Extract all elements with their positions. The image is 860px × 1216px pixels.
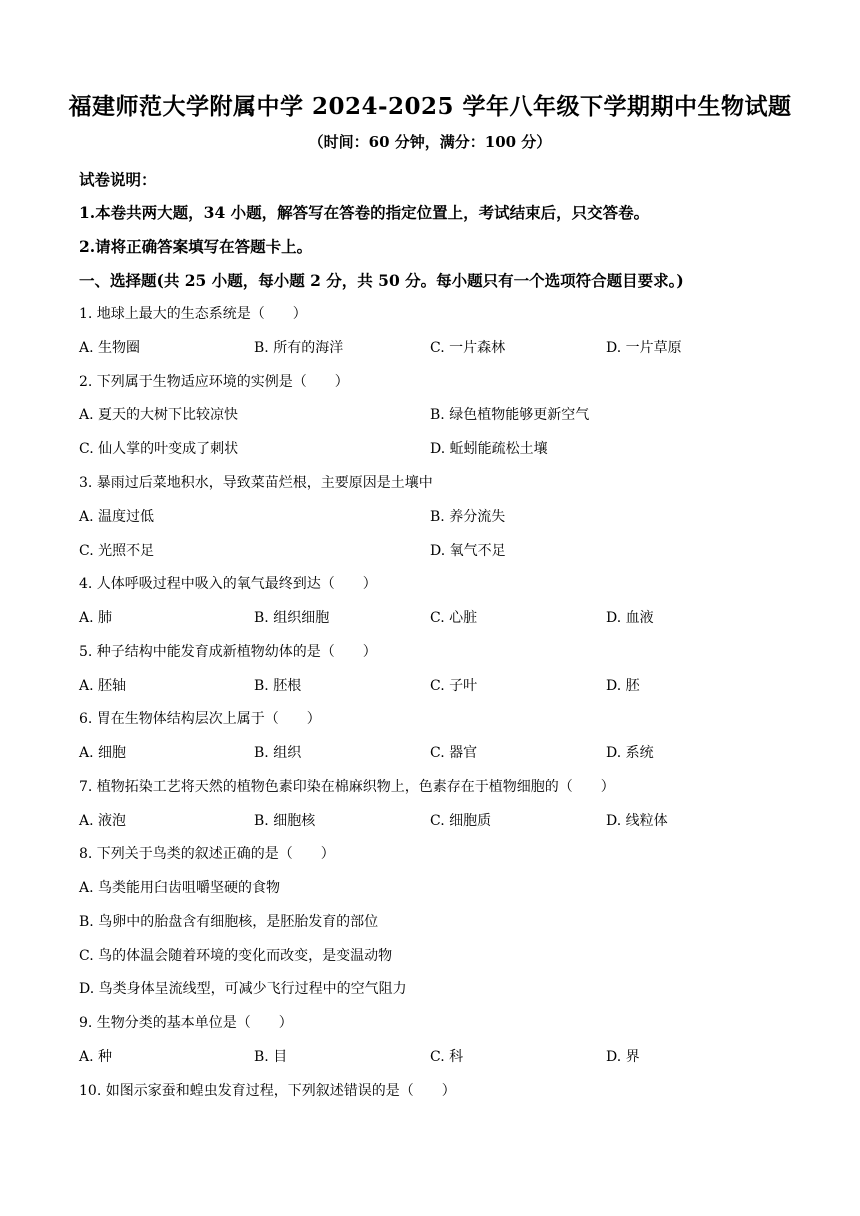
option-b: B. 目 [254,1049,288,1065]
option-c: C. 器官 [430,745,478,761]
exam-title: 福建师范大学附属中学 2024-2025 学年八年级下学期期中生物试题 [68,93,792,120]
option-c: C. 光照不足 [79,543,155,559]
option-a: A. 夏天的大树下比较凉快 [79,407,239,423]
option-d: D. 线粒体 [606,813,668,829]
option-c: C. 一片森林 [430,340,506,356]
option-c: C. 鸟的体温会随着环境的变化而改变，是变温动物 [79,948,393,964]
section-heading: 一、选择题(共 25 小题，每小题 2 分，共 50 分。每小题只有一个选项符合题目要求。) [79,271,684,290]
option-d: D. 氧气不足 [430,543,506,559]
question-stem: 5. 种子结构中能发育成新植物幼体的是（ ） [79,644,377,660]
option-b: B. 鸟卵中的胎盘含有细胞核，是胚胎发育的部位 [79,914,379,930]
option-b: B. 胚根 [254,678,302,694]
option-a: A. 鸟类能用臼齿咀嚼坚硬的食物 [79,880,281,896]
option-d: D. 界 [606,1049,640,1065]
question-stem: 3. 暴雨过后菜地积水，导致菜苗烂根，主要原因是土壤中 [79,475,433,491]
option-d: D. 系统 [606,745,654,761]
option-a: A. 肺 [79,610,113,626]
option-c: C. 细胞质 [430,813,492,829]
question-stem: 1. 地球上最大的生态系统是（ ） [79,306,307,322]
option-b: B. 绿色植物能够更新空气 [430,407,590,423]
option-a: A. 种 [79,1049,113,1065]
option-a: A. 胚轴 [79,678,127,694]
instruction-line: 2.请将正确答案填写在答题卡上。 [79,237,313,256]
option-b: B. 组织细胞 [254,610,330,626]
question-stem: 2. 下列属于生物适应环境的实例是（ ） [79,374,349,390]
instructions-heading: 试卷说明： [79,170,157,189]
option-a: A. 液泡 [79,813,127,829]
option-d: D. 胚 [606,678,640,694]
option-b: B. 所有的海洋 [254,340,344,356]
question-stem: 10. 如图示家蚕和蝗虫发育过程，下列叙述错误的是（ ） [79,1083,456,1099]
option-d: D. 血液 [606,610,654,626]
question-stem: 7. 植物拓染工艺将天然的植物色素印染在棉麻织物上，色素存在于植物细胞的（ ） [79,779,615,795]
option-c: C. 仙人掌的叶变成了刺状 [79,441,239,457]
option-b: B. 组织 [254,745,302,761]
question-stem: 6. 胃在生物体结构层次上属于（ ） [79,711,321,727]
option-d: D. 鸟类身体呈流线型，可减少飞行过程中的空气阻力 [79,981,407,997]
option-a: A. 温度过低 [79,509,155,525]
exam-subtitle: （时间：60 分钟，满分：100 分） [308,133,552,151]
option-b: B. 细胞核 [254,813,316,829]
option-c: C. 心脏 [430,610,478,626]
question-stem: 8. 下列关于鸟类的叙述正确的是（ ） [79,846,335,862]
option-a: A. 生物圈 [79,340,141,356]
option-d: D. 蚯蚓能疏松土壤 [430,441,548,457]
option-c: C. 子叶 [430,678,478,694]
option-d: D. 一片草原 [606,340,682,356]
question-stem: 4. 人体呼吸过程中吸入的氧气最终到达（ ） [79,576,377,592]
option-a: A. 细胞 [79,745,127,761]
option-c: C. 科 [430,1049,464,1065]
question-stem: 9. 生物分类的基本单位是（ ） [79,1015,293,1031]
option-b: B. 养分流失 [430,509,506,525]
instruction-line: 1.本卷共两大题，34 小题，解答写在答卷的指定位置上，考试结束后，只交答卷。 [79,203,650,222]
